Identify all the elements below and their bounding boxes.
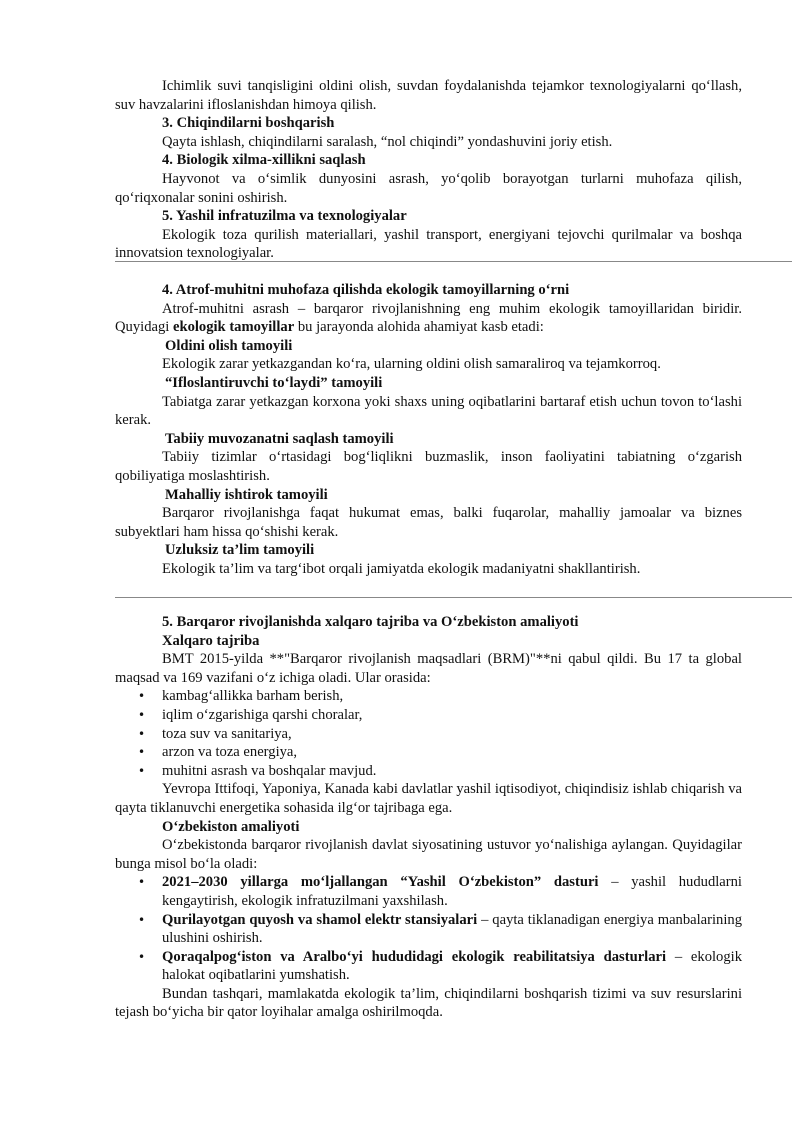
subheading-international: Xalqaro tajriba <box>162 632 260 649</box>
list-item: • toza suv va sanitariya, <box>138 725 292 742</box>
section5 <box>115 613 742 1022</box>
list-item: • 2021–2030 yillarga mo‘ljallangan “Yashil O‘zbekiston” dasturi – yashil hududlarni kengaytirish, ekologik infratuzilmani yaxshilash. <box>138 874 742 909</box>
paragraph-uzbekistan: O‘zbekistonda barqaror rivojlanish davlat siyosatining ustuvor yo‘nalishiga aylangan. Quyidagilar bunga misol bo‘la oladi: <box>115 837 742 872</box>
list-item: • iqlim o‘zgarishiga qarshi choralar, <box>138 706 363 723</box>
divider-line <box>115 597 792 598</box>
principle-text: Barqaror rivojlanishga faqat hukumat emas, balki fuqarolar, mahalliy jamoalar va biznes subyektlari ham hissa qo‘shishi kerak. <box>115 505 742 540</box>
list-item: • arzon va toza energiya, <box>138 744 298 761</box>
bullet-icon: • <box>138 949 146 964</box>
principle-title: “Ifloslantiruvchi to‘laydi” tamoyili <box>165 374 383 391</box>
heading-green-infrastructure: 5. Yashil infratuzilma va texnologiyalar <box>162 208 407 225</box>
paragraph-brm: BMT 2015-yilda **"Barqaror rivojlanish maqsadlari (BRM)"**ni qabul qildi. Bu 17 ta global maqsad va 169 vazifani o‘z ichiga oladi. Ular orasida: <box>115 651 742 686</box>
paragraph-waste: Qayta ishlash, chiqindilarni saralash, “nol chiqindi” yondashuvini joriy etish. <box>162 133 613 150</box>
bullet-icon: • <box>138 726 146 741</box>
subheading-uzbekistan: O‘zbekiston amaliyoti <box>162 818 300 835</box>
principle-title: Uzluksiz ta’lim tamoyili <box>165 542 315 559</box>
heading-biodiversity: 4. Biologik xilma-xillikni saqlash <box>162 152 366 169</box>
paragraph-closing: Bundan tashqari, mamlakatda ekologik ta’lim, chiqindilarni boshqarish tizimi va suv resurslarini tejash bo‘yicha bir qator loyihalar amalga oshirilmoqda. <box>115 985 742 1021</box>
section5-title: 5. Barqaror rivojlanishda xalqaro tajriba va O‘zbekiston amaliyoti <box>162 614 579 630</box>
list-item: • Qoraqalpog‘iston va Aralbo‘yi hududidagi ekologik reabilitatsiya dasturlari – ekologik halokat oqibatlarini yumshatish. <box>138 948 743 984</box>
programs-list <box>115 873 742 985</box>
bullet-icon: • <box>138 689 146 704</box>
list-item: • kambag‘allikka barham berish, <box>138 688 344 705</box>
list-item: • muhitni asrash va boshqalar mavjud. <box>138 762 377 779</box>
principle-text: Ekologik zarar yetkazgandan ko‘ra, ularning oldini olish samaraliroq va tejamkorroq. <box>162 356 661 373</box>
principle-text: Tabiiy tizimlar o‘rtasidagi bog‘liqlikni buzmaslik, inson faoliyatini tabiatning o‘zgarish qobiliyatiga moslashtirish. <box>115 449 742 484</box>
principle-title: Tabiiy muvozanatni saqlash tamoyili <box>165 430 394 447</box>
paragraph-green-infrastructure: Ekologik toza qurilish materiallari, yashil transport, energiyani tejovchi qurilmalar va boshqa innovatsion texnologiyalar. <box>115 226 742 262</box>
bullet-icon: • <box>138 707 146 722</box>
principle-title: Oldini olish tamoyili <box>165 337 293 354</box>
divider-line <box>115 261 792 262</box>
bullet-icon: • <box>138 763 146 778</box>
section3-tail <box>115 77 742 263</box>
section4-title: 4. Atrof-muhitni muhofaza qilishda ekologik tamoyillarning o‘rni <box>162 282 570 298</box>
paragraph-water: Ichimlik suvi tanqisligini oldini olish, suvdan foydalanishda tejamkor texnologiyalarni qo‘llash, suv havzalarini ifloslanishdan himoya qilish. <box>115 78 742 113</box>
list-item: • Qurilayotgan quyosh va shamol elektr stansiyalari – qayta tiklanadigan energiya manbalarining ulushini oshirish. <box>138 911 743 947</box>
paragraph-biodiversity: Hayvonot va o‘simlik dunyosini asrash, yo‘qolib borayotgan turlarni muhofaza qilish, qo‘riqxonalar sonini oshirish. <box>115 170 742 206</box>
paragraph-eu: Yevropa Ittifoqi, Yaponiya, Kanada kabi davlatlar yashil iqtisodiyot, chiqindisiz ishlab chiqarish va qayta tiklanuvchi energetika sohasida ilg‘or tajribaga ega. <box>115 781 742 816</box>
heading-waste: 3. Chiqindilarni boshqarish <box>162 115 335 132</box>
principle-text: Ekologik ta’lim va targ‘ibot orqali jamiyatda ekologik madaniyatni shakllantirish. <box>162 560 641 577</box>
principle-title: Mahalliy ishtirok tamoyili <box>165 486 328 503</box>
bullet-icon: • <box>138 875 146 890</box>
goals-list <box>115 687 742 780</box>
principle-text: Tabiatga zarar yetkazgan korxona yoki shaxs uning oqibatlarini bartaraf etish uchun tovon to‘lashi kerak. <box>115 393 742 429</box>
bullet-icon: • <box>138 912 146 927</box>
section4-intro: Atrof-muhitni asrash – barqaror rivojlanishning eng muhim ekologik tamoyillaridan biridir. Quyidagi ekologik tamoyillar bu jarayonda alohida ahamiyat kasb etadi: <box>115 300 742 336</box>
bullet-icon: • <box>138 745 146 760</box>
section4 <box>115 281 742 579</box>
